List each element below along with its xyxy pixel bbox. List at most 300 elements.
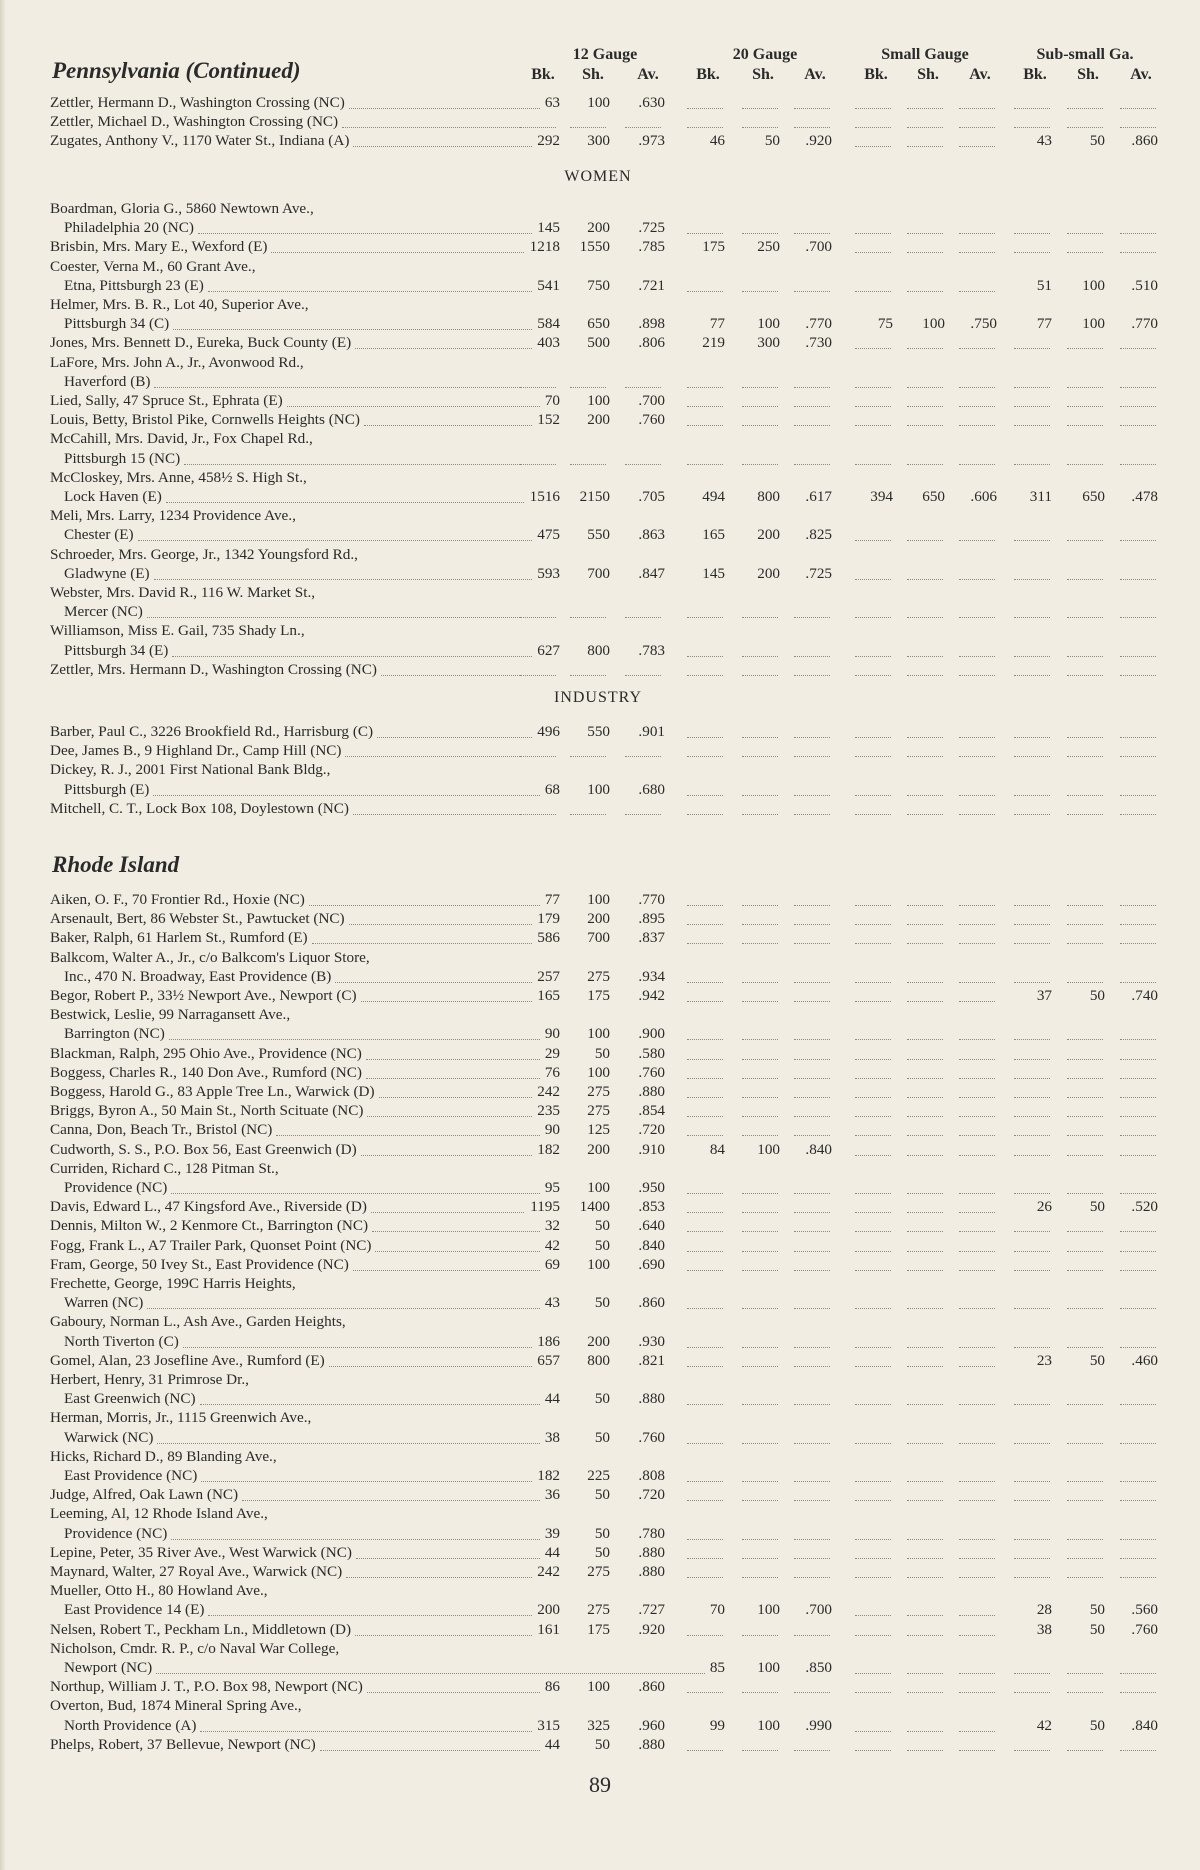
score-cell: 500 xyxy=(587,334,610,352)
leader-dots xyxy=(1067,1347,1103,1348)
leader-dots xyxy=(959,1692,995,1693)
entry-name: Maynard, Walter, 27 Royal Ave., Warwick (NC) xyxy=(50,1563,343,1580)
leader-dots xyxy=(1067,540,1103,541)
leader-dots xyxy=(171,1539,540,1540)
leader-dots xyxy=(687,1212,723,1213)
score-cell: 26 xyxy=(1036,1198,1052,1216)
leader-dots xyxy=(687,1692,723,1693)
score-cell: .840 xyxy=(638,1236,665,1254)
score-cell: 50 xyxy=(764,132,780,150)
leader-dots xyxy=(959,1731,995,1732)
score-cell: .520 xyxy=(1131,1198,1158,1216)
score-cell: 182 xyxy=(537,1467,560,1484)
score-cell: 38 xyxy=(1036,1620,1052,1638)
leader-dots xyxy=(907,1577,943,1578)
leader-dots xyxy=(959,1615,995,1616)
leader-dots xyxy=(855,1001,891,1002)
leader-dots xyxy=(794,1116,830,1117)
entry-name: Louis, Betty, Bristol Pike, Cornwells Heights (NC) xyxy=(50,411,360,429)
score-cell: 99 xyxy=(709,1716,725,1734)
leader-dots xyxy=(959,1750,995,1751)
leader-dots xyxy=(794,1558,830,1559)
score-cell: .847 xyxy=(638,564,665,582)
score-cell: .860 xyxy=(1131,132,1158,150)
leader-dots xyxy=(153,795,540,796)
column-header: Sh. xyxy=(752,66,774,83)
score-cell: 1195 xyxy=(530,1198,560,1216)
score-cell: 627 xyxy=(537,641,560,659)
entry-name: Brisbin, Mrs. Mary E., Wexford (E) xyxy=(50,238,268,256)
page-binding-shadow xyxy=(0,0,6,1870)
leader-dots xyxy=(1067,1308,1103,1309)
leader-dots xyxy=(1120,1116,1156,1117)
leader-dots xyxy=(742,1270,778,1271)
leader-dots xyxy=(794,1577,830,1578)
entry-name: Davis, Edward L., 47 Kingsford Ave., Riverside (D) xyxy=(50,1198,367,1216)
leader-dots xyxy=(855,1155,891,1156)
leader-dots xyxy=(1067,924,1103,925)
leader-dots xyxy=(520,814,556,815)
leader-dots xyxy=(959,814,995,815)
leader-dots xyxy=(1067,756,1103,757)
leader-dots xyxy=(1067,1500,1103,1501)
entry-name: Blackman, Ralph, 295 Ohio Ave., Providence (NC) xyxy=(50,1044,362,1062)
leader-dots xyxy=(907,1135,943,1136)
score-cell: .973 xyxy=(638,132,665,150)
leader-dots xyxy=(1120,814,1156,815)
leader-dots xyxy=(625,814,661,815)
leader-dots xyxy=(1120,1539,1156,1540)
leader-dots xyxy=(1067,814,1103,815)
leader-dots xyxy=(276,1135,540,1136)
leader-dots xyxy=(907,1270,943,1271)
leader-dots xyxy=(1014,924,1050,925)
leader-dots xyxy=(742,1443,778,1444)
leader-dots xyxy=(1067,1750,1103,1751)
score-cell: 200 xyxy=(587,1140,610,1158)
leader-dots xyxy=(794,1078,830,1079)
score-cell: .806 xyxy=(638,334,665,352)
score-cell: 100 xyxy=(922,315,945,333)
score-cell: 43 xyxy=(544,1294,560,1312)
leader-dots xyxy=(687,675,723,676)
leader-dots xyxy=(959,1251,995,1252)
leader-dots xyxy=(687,617,723,618)
leader-dots xyxy=(1014,1404,1050,1405)
leader-dots xyxy=(742,387,778,388)
section-heading: WOMEN xyxy=(564,168,632,185)
score-cell: .930 xyxy=(638,1332,665,1350)
leader-dots xyxy=(907,348,943,349)
leader-dots xyxy=(907,1404,943,1405)
score-cell: 23 xyxy=(1036,1351,1052,1369)
leader-dots xyxy=(742,617,778,618)
leader-dots xyxy=(742,1193,778,1194)
leader-dots xyxy=(742,464,778,465)
leader-dots xyxy=(794,1750,830,1751)
leader-dots xyxy=(198,233,532,234)
leader-dots xyxy=(742,1001,778,1002)
leader-dots xyxy=(855,795,891,796)
score-cell: 50 xyxy=(594,1735,610,1753)
leader-dots xyxy=(794,233,830,234)
entry-address-continuation: Providence (NC) xyxy=(64,1179,168,1196)
leader-dots xyxy=(570,756,606,757)
score-cell: 36 xyxy=(544,1486,560,1504)
score-cell: .760 xyxy=(638,411,665,429)
leader-dots xyxy=(1067,1059,1103,1060)
leader-dots xyxy=(742,1231,778,1232)
leader-dots xyxy=(959,406,995,407)
leader-dots xyxy=(794,1059,830,1060)
leader-dots xyxy=(959,982,995,983)
leader-dots xyxy=(625,617,661,618)
leader-dots xyxy=(855,814,891,815)
entry-address-continuation: Inc., 470 N. Broadway, East Providence (B) xyxy=(64,967,332,985)
entry-name: Coester, Verna M., 60 Grant Ave., xyxy=(50,257,256,275)
leader-dots xyxy=(154,579,532,580)
leader-dots xyxy=(687,1443,723,1444)
score-cell: .880 xyxy=(638,1563,665,1580)
entry-name: Baker, Ralph, 61 Harlem St., Rumford (E) xyxy=(50,929,308,947)
score-cell: 225 xyxy=(587,1467,610,1484)
score-cell: 175 xyxy=(587,987,610,1004)
score-cell: 28 xyxy=(1036,1601,1052,1619)
column-group-small-gauge: Small Gauge xyxy=(881,46,969,63)
entry-name: Frechette, George, 199C Harris Heights, xyxy=(50,1275,296,1292)
entry-name: Dennis, Milton W., 2 Kenmore Ct., Barrington (NC) xyxy=(50,1217,369,1235)
score-cell: 70 xyxy=(709,1601,725,1619)
score-cell: 593 xyxy=(537,564,560,582)
leader-dots xyxy=(959,617,995,618)
entry-name: Northup, William J. T., P.O. Box 98, Newport (NC) xyxy=(50,1678,363,1696)
entry-address-continuation: Lock Haven (E) xyxy=(64,488,162,505)
leader-dots xyxy=(520,464,556,465)
leader-dots xyxy=(742,291,778,292)
entry-name: Herman, Morris, Jr., 1115 Greenwich Ave., xyxy=(50,1409,312,1427)
leader-dots xyxy=(570,464,606,465)
score-cell: .898 xyxy=(638,315,665,333)
score-cell: .760 xyxy=(638,1063,665,1081)
score-cell: .920 xyxy=(805,132,832,150)
leader-dots xyxy=(687,1347,723,1348)
leader-dots xyxy=(173,329,532,330)
entry-name: Judge, Alfred, Oak Lawn (NC) xyxy=(50,1486,239,1504)
leader-dots xyxy=(687,1558,723,1559)
entry-address-continuation: Newport (NC) xyxy=(64,1659,153,1676)
leader-dots xyxy=(687,464,723,465)
leader-dots xyxy=(1120,1155,1156,1156)
leader-dots xyxy=(959,1039,995,1040)
leader-dots xyxy=(794,1193,830,1194)
leader-dots xyxy=(171,1193,540,1194)
leader-dots xyxy=(1120,1673,1156,1674)
leader-dots xyxy=(742,1347,778,1348)
score-cell: 50 xyxy=(1089,1351,1105,1369)
leader-dots xyxy=(959,1673,995,1674)
entry-name: Canna, Don, Beach Tr., Bristol (NC) xyxy=(50,1121,273,1139)
leader-dots xyxy=(855,579,891,580)
leader-dots xyxy=(742,1116,778,1117)
score-cell: .770 xyxy=(638,891,665,908)
leader-dots xyxy=(742,1212,778,1213)
score-cell: 44 xyxy=(544,1543,560,1561)
leader-dots xyxy=(794,982,830,983)
score-cell: 1400 xyxy=(579,1198,610,1216)
score-cell: 50 xyxy=(594,1236,610,1254)
leader-dots xyxy=(1067,252,1103,253)
leader-dots xyxy=(794,795,830,796)
leader-dots xyxy=(1014,579,1050,580)
leader-dots xyxy=(794,1039,830,1040)
leader-dots xyxy=(907,425,943,426)
leader-dots xyxy=(907,252,943,253)
leader-dots xyxy=(959,1135,995,1136)
leader-dots xyxy=(687,1577,723,1578)
leader-dots xyxy=(742,982,778,983)
score-cell: 275 xyxy=(587,1601,610,1619)
leader-dots xyxy=(1120,348,1156,349)
leader-dots xyxy=(687,905,723,906)
leader-dots xyxy=(361,1001,532,1002)
score-cell: 496 xyxy=(537,723,560,740)
score-cell: 800 xyxy=(757,488,780,505)
leader-dots xyxy=(372,1231,540,1232)
leader-dots xyxy=(183,1347,532,1348)
leader-dots xyxy=(1120,425,1156,426)
leader-dots xyxy=(742,795,778,796)
leader-dots xyxy=(907,1251,943,1252)
leader-dots xyxy=(375,1251,540,1252)
score-cell: .880 xyxy=(638,1543,665,1561)
score-cell: 100 xyxy=(587,1179,610,1196)
score-cell: 650 xyxy=(1082,488,1105,505)
entry-name: Jones, Mrs. Bennett D., Eureka, Buck County (E) xyxy=(50,334,352,352)
leader-dots xyxy=(1067,905,1103,906)
score-cell: 50 xyxy=(594,1428,610,1446)
leader-dots xyxy=(1120,1135,1156,1136)
leader-dots xyxy=(687,982,723,983)
leader-dots xyxy=(1014,108,1050,109)
leader-dots xyxy=(794,656,830,657)
leader-dots xyxy=(794,1231,830,1232)
leader-dots xyxy=(1067,348,1103,349)
leader-dots xyxy=(855,1193,891,1194)
score-cell: 38 xyxy=(544,1428,560,1446)
leader-dots xyxy=(1120,464,1156,465)
leader-dots xyxy=(907,1001,943,1002)
leader-dots xyxy=(1120,656,1156,657)
leader-dots xyxy=(1014,406,1050,407)
entry-name: Leeming, Al, 12 Rhode Island Ave., xyxy=(50,1505,268,1523)
leader-dots xyxy=(794,737,830,738)
column-header: Av. xyxy=(637,66,659,83)
leader-dots xyxy=(1014,795,1050,796)
leader-dots xyxy=(1067,943,1103,944)
score-cell: 51 xyxy=(1036,276,1052,294)
score-cell: .900 xyxy=(638,1025,665,1043)
entry-name: Begor, Robert P., 33½ Newport Ave., Newport (C) xyxy=(50,987,357,1004)
leader-dots xyxy=(1014,1481,1050,1482)
leader-dots xyxy=(1120,737,1156,738)
entry-address-continuation: Pittsburgh 34 (E) xyxy=(64,641,169,659)
score-cell: 300 xyxy=(587,132,610,150)
entry-address-continuation: Pittsburgh 34 (C) xyxy=(64,315,170,333)
leader-dots xyxy=(1120,1270,1156,1271)
leader-dots xyxy=(355,348,532,349)
leader-dots xyxy=(855,905,891,906)
leader-dots xyxy=(907,1231,943,1232)
leader-dots xyxy=(1014,233,1050,234)
score-cell: 800 xyxy=(587,1351,610,1369)
leader-dots xyxy=(1067,656,1103,657)
leader-dots xyxy=(959,1212,995,1213)
entry-address-continuation: Pittsburgh 15 (NC) xyxy=(64,449,181,467)
score-cell: 292 xyxy=(537,132,560,150)
score-cell: 77 xyxy=(544,891,560,908)
score-cell: .770 xyxy=(1131,315,1158,333)
leader-dots xyxy=(687,127,723,128)
score-cell: .560 xyxy=(1131,1601,1158,1619)
score-cell: 200 xyxy=(587,1332,610,1350)
leader-dots xyxy=(1120,540,1156,541)
leader-dots xyxy=(309,905,540,906)
leader-dots xyxy=(1120,1750,1156,1751)
leader-dots xyxy=(959,252,995,253)
leader-dots xyxy=(1067,1692,1103,1693)
leader-dots xyxy=(687,233,723,234)
leader-dots xyxy=(200,1404,540,1405)
score-cell: 403 xyxy=(537,334,560,352)
leader-dots xyxy=(1014,1039,1050,1040)
leader-dots xyxy=(687,737,723,738)
leader-dots xyxy=(625,387,661,388)
entry-address-continuation: Barrington (NC) xyxy=(64,1025,165,1043)
entry-name: Meli, Mrs. Larry, 1234 Providence Ave., xyxy=(50,507,296,525)
entry-name: Mueller, Otto H., 80 Howland Ave., xyxy=(50,1582,268,1600)
score-cell: 257 xyxy=(537,967,560,985)
score-cell: .960 xyxy=(638,1716,665,1734)
leader-dots xyxy=(361,1155,532,1156)
leader-dots xyxy=(1067,1231,1103,1232)
leader-dots xyxy=(1067,464,1103,465)
score-cell: .854 xyxy=(638,1102,665,1120)
score-cell: .785 xyxy=(638,238,665,256)
leader-dots xyxy=(208,1615,532,1616)
entry-address-continuation: North Providence (A) xyxy=(64,1716,197,1734)
leader-dots xyxy=(353,146,532,147)
leader-dots xyxy=(907,1059,943,1060)
leader-dots xyxy=(742,406,778,407)
leader-dots xyxy=(335,982,532,983)
leader-dots xyxy=(742,108,778,109)
score-cell: 175 xyxy=(587,1620,610,1638)
score-cell: .721 xyxy=(638,276,665,294)
leader-dots xyxy=(959,348,995,349)
leader-dots xyxy=(959,425,995,426)
leader-dots xyxy=(855,1635,891,1636)
score-cell: .910 xyxy=(638,1140,665,1158)
score-cell: 311 xyxy=(1029,488,1052,505)
leader-dots xyxy=(184,464,520,465)
leader-dots xyxy=(794,127,830,128)
leader-dots xyxy=(687,291,723,292)
leader-dots xyxy=(687,1500,723,1501)
leader-dots xyxy=(794,1270,830,1271)
leader-dots xyxy=(907,108,943,109)
leader-dots xyxy=(855,1059,891,1060)
entry-name: Zettler, Michael D., Washington Crossing (NC) xyxy=(50,113,339,131)
leader-dots xyxy=(742,1135,778,1136)
leader-dots xyxy=(625,464,661,465)
leader-dots xyxy=(1014,1558,1050,1559)
leader-dots xyxy=(166,502,524,503)
leader-dots xyxy=(959,108,995,109)
score-cell: .630 xyxy=(638,94,665,111)
leader-dots xyxy=(1120,1481,1156,1482)
leader-dots xyxy=(742,1635,778,1636)
leader-dots xyxy=(1014,1251,1050,1252)
score-cell: .700 xyxy=(805,238,832,256)
leader-dots xyxy=(794,1097,830,1098)
leader-dots xyxy=(687,756,723,757)
entry-name: Schroeder, Mrs. George, Jr., 1342 Youngsford Rd., xyxy=(50,545,358,563)
score-cell: 200 xyxy=(757,564,780,582)
score-cell: .895 xyxy=(638,910,665,928)
leader-dots xyxy=(742,1539,778,1540)
entry-name: McCahill, Mrs. David, Jr., Fox Chapel Rd., xyxy=(50,430,313,448)
score-cell: 100 xyxy=(587,1025,610,1043)
leader-dots xyxy=(794,814,830,815)
leader-dots xyxy=(1014,1231,1050,1232)
leader-dots xyxy=(349,924,532,925)
leader-dots xyxy=(959,1270,995,1271)
leader-dots xyxy=(1120,1251,1156,1252)
leader-dots xyxy=(794,291,830,292)
leader-dots xyxy=(687,387,723,388)
leader-dots xyxy=(687,795,723,796)
leader-dots xyxy=(329,1366,532,1367)
leader-dots xyxy=(855,737,891,738)
leader-dots xyxy=(1120,1347,1156,1348)
leader-dots xyxy=(742,737,778,738)
leader-dots xyxy=(687,1193,723,1194)
score-cell: 50 xyxy=(594,1044,610,1062)
entry-name: Williamson, Miss E. Gail, 735 Shady Ln., xyxy=(50,622,305,640)
leader-dots xyxy=(907,1212,943,1213)
leader-dots xyxy=(794,406,830,407)
leader-dots xyxy=(959,464,995,465)
leader-dots xyxy=(687,1116,723,1117)
leader-dots xyxy=(907,1193,943,1194)
entry-name: Hicks, Richard D., 89 Blanding Ave., xyxy=(50,1447,277,1465)
leader-dots xyxy=(1014,756,1050,757)
leader-dots xyxy=(687,1481,723,1482)
score-cell: 2150 xyxy=(579,488,610,505)
leader-dots xyxy=(320,1750,540,1751)
leader-dots xyxy=(907,540,943,541)
leader-dots xyxy=(959,1097,995,1098)
score-cell: .705 xyxy=(638,488,665,505)
leader-dots xyxy=(1067,1558,1103,1559)
score-cell: .740 xyxy=(1131,987,1158,1004)
score-cell: 800 xyxy=(587,641,610,659)
leader-dots xyxy=(687,1135,723,1136)
leader-dots xyxy=(1067,127,1103,128)
score-cell: 100 xyxy=(587,1063,610,1081)
entry-address-continuation: East Providence 14 (E) xyxy=(64,1601,205,1619)
leader-dots xyxy=(794,1212,830,1213)
